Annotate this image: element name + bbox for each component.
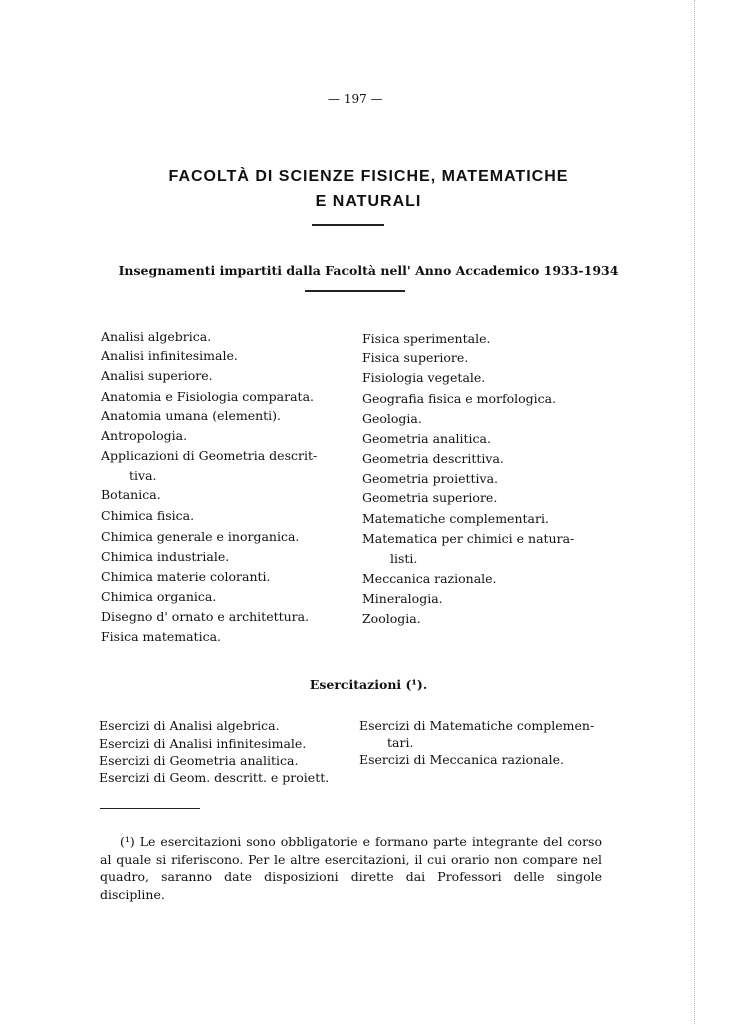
list-item: tari. [387, 735, 414, 750]
list-item: Botanica. [101, 487, 161, 502]
title-line-2: E NATURALI [315, 193, 422, 210]
list-item: Analisi algebrica. [101, 329, 212, 344]
divider [305, 290, 405, 292]
list-item: Esercizi di Meccanica razionale. [359, 752, 564, 767]
list-item: Chimica generale e inorganica. [101, 529, 300, 544]
list-item: Geografia fisica e morfologica. [362, 391, 557, 406]
list-item: Chimica organica. [101, 589, 217, 604]
list-item: Applicazioni di Geometria descrit- [101, 448, 318, 463]
list-item: listi. [390, 551, 418, 566]
list-item: Mineralogia. [362, 591, 443, 606]
list-item: Chimica industriale. [101, 549, 230, 564]
list-item: Geometria proiettiva. [362, 471, 499, 486]
list-item: Esercizi di Matematiche complemen- [359, 718, 595, 733]
list-item: Fisica sperimentale. [362, 331, 491, 346]
list-item: Geologia. [362, 411, 422, 426]
list-item: Fisiologia vegetale. [362, 370, 486, 385]
list-item: Chimica fisica. [101, 508, 195, 523]
list-item: Geometria analitica. [362, 431, 491, 446]
list-item: Fisica matematica. [101, 629, 221, 644]
subtitle: Insegnamenti impartiti dalla Facoltà nell' Anno Accademico 1933-1934 [118, 263, 619, 278]
list-item: Analisi infinitesimale. [101, 348, 238, 363]
list-item: Analisi superiore. [101, 368, 213, 383]
footnote-rule [100, 808, 200, 809]
list-item: Esercizi di Geom. descritt. e proiett. [99, 770, 330, 785]
footnote: (¹) Le esercitazioni sono obbligatorie e formano parte integrante del corso al quale si riferiscono. Per le altre esercitazioni, il cui orario non compare nel quadro, saranno date disposizioni dirette dai Professori delle singole discipline. [100, 834, 602, 902]
list-item: Anatomia umana (elementi). [101, 408, 282, 423]
list-item: Geometria descrittiva. [362, 451, 504, 466]
list-item: Geometria superiore. [362, 490, 498, 505]
list-item: Matematiche complementari. [362, 511, 549, 526]
page-number: — 197 — [328, 92, 383, 106]
list-item: Matematica per chimici e natura- [362, 531, 575, 546]
exercises-heading: Esercitazioni (¹). [309, 677, 428, 692]
list-item: Fisica superiore. [362, 350, 469, 365]
list-item: Esercizi di Analisi algebrica. [99, 718, 280, 733]
list-item: Esercizi di Analisi infinitesimale. [99, 736, 307, 751]
list-item: Meccanica razionale. [362, 571, 497, 586]
list-item: Zoologia. [362, 611, 421, 626]
divider [312, 224, 384, 226]
title-line-1: FACOLTÀ DI SCIENZE FISICHE, MATEMATICHE [168, 168, 569, 185]
list-item: Chimica materie coloranti. [101, 569, 271, 584]
list-item: Antropologia. [101, 428, 188, 443]
list-item: Esercizi di Geometria analitica. [99, 753, 299, 768]
list-item: Anatomia e Fisiologia comparata. [101, 389, 314, 404]
scan-edge [694, 0, 725, 1024]
list-item: tiva. [129, 468, 157, 483]
list-item: Disegno d' ornato e architettura. [101, 609, 310, 624]
